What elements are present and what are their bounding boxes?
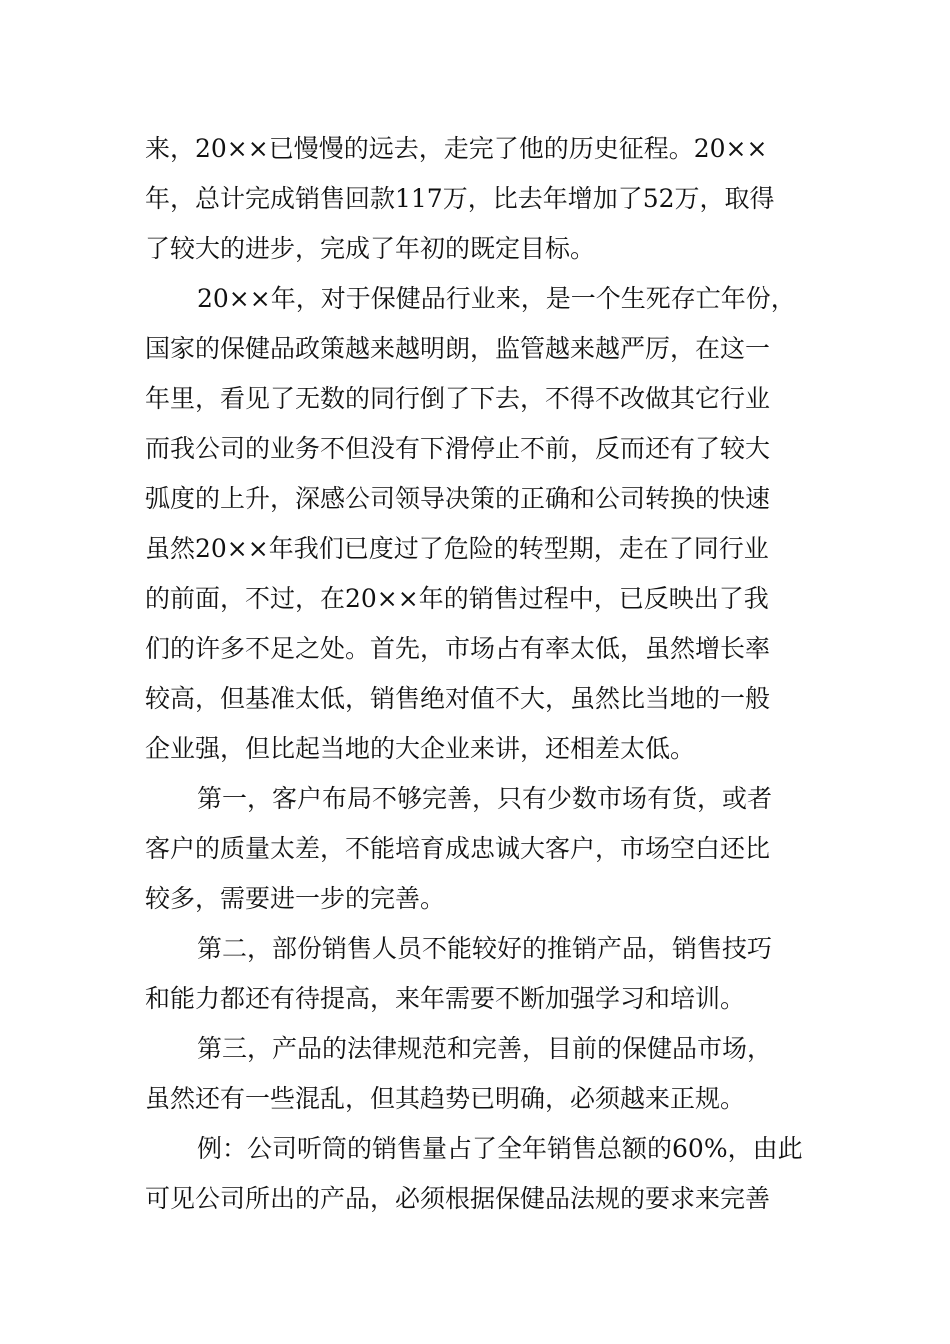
paragraph-5 [145,1024,815,1124]
text-line: 来，20××已慢慢的远去，走完了他的历史征程。20×× [145,134,768,163]
paragraph-6 [145,1124,815,1224]
text-line: 的前面，不过，在20××年的销售过程中，已反映出了我 [145,584,769,613]
paragraph-2 [145,274,815,774]
text-line: 企业强，但比起当地的大企业来讲，还相差太低。 [145,734,696,763]
paragraph-4 [145,924,815,1024]
text-line: 客户的质量太差，不能培育成忠诚大客户，市场空白还比 [145,834,771,863]
text-line: 较高，但基准太低，销售绝对值不大，虽然比当地的一般 [145,684,771,713]
text-line: 国家的保健品政策越来越明朗，监管越来越严厉，在这一 [145,334,771,363]
text-line: 了较大的进步，完成了年初的既定目标。 [145,234,596,263]
text-line: 第二，部份销售人员不能较好的推销产品，销售技巧 [197,934,773,963]
document-body [145,124,815,1224]
text-line: 虽然20××年我们已度过了危险的转型期，走在了同行业 [145,534,769,563]
paragraph-1 [145,124,815,274]
text-line: 20××年，对于保健品行业来，是一个生死存亡年份， [197,284,796,313]
text-line: 年，总计完成销售回款117万，比去年增加了52万，取得 [145,184,775,213]
text-line: 们的许多不足之处。首先，市场占有率太低，虽然增长率 [145,634,771,663]
text-line: 虽然还有一些混乱，但其趋势已明确，必须越来正规。 [145,1084,746,1113]
text-line: 第一，客户布局不够完善，只有少数市场有货，或者 [197,784,773,813]
text-line: 可见公司所出的产品，必须根据保健品法规的要求来完善 [145,1184,771,1213]
text-line: 弧度的上升，深感公司领导决策的正确和公司转换的快速 [145,484,771,513]
paragraph-3 [145,774,815,924]
text-line: 第三，产品的法律规范和完善，目前的保健品市场， [197,1034,773,1063]
text-line: 而我公司的业务不但没有下滑停止不前，反而还有了较大 [145,434,771,463]
text-line: 例：公司听筒的销售量占了全年销售总额的60%，由此 [197,1134,803,1163]
text-line: 较多，需要进一步的完善。 [145,884,446,913]
text-line: 和能力都还有待提高，来年需要不断加强学习和培训。 [145,984,746,1013]
text-line: 年里，看见了无数的同行倒了下去，不得不改做其它行业 [145,384,771,413]
